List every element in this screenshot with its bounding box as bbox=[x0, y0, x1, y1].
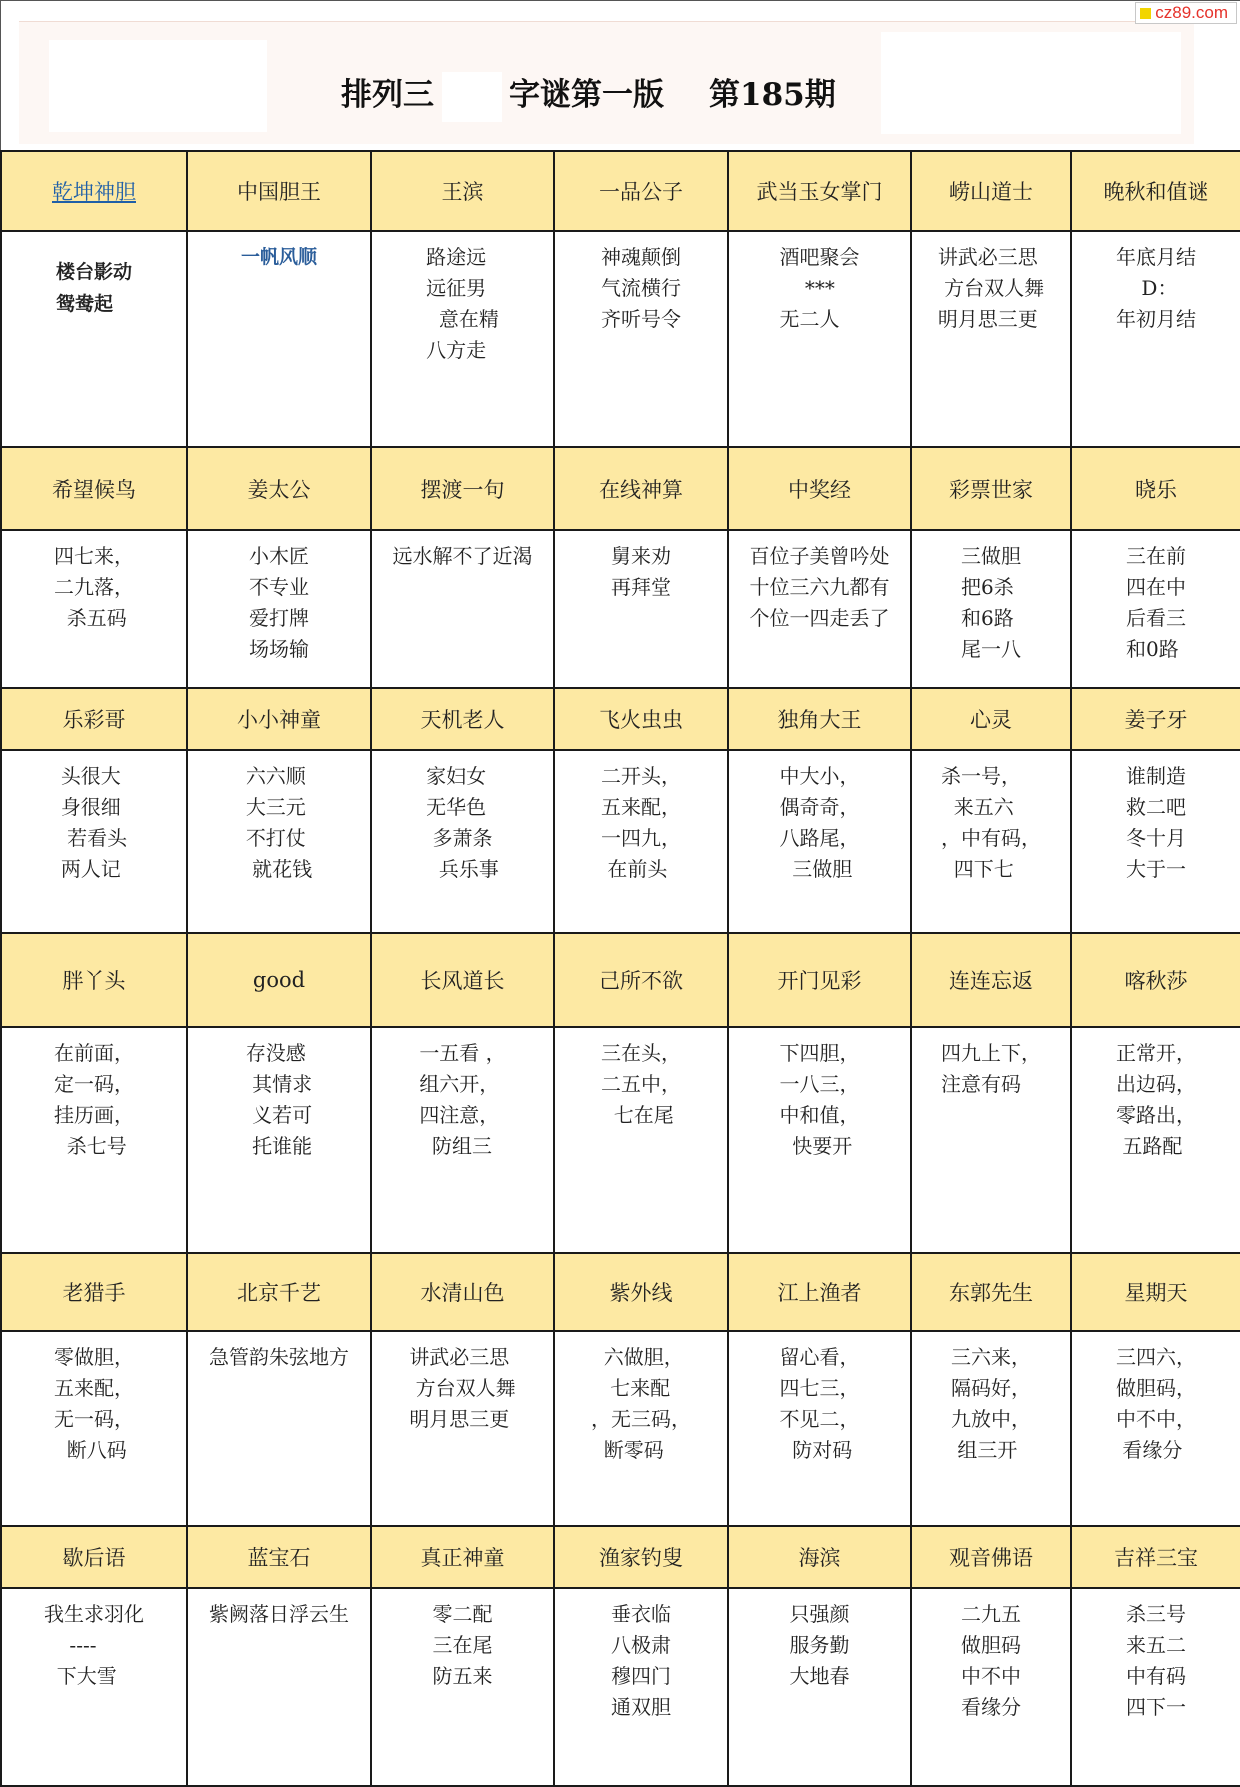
predictor-name: 长风道长 bbox=[420, 969, 505, 993]
header-blank-mid bbox=[442, 72, 502, 122]
name-row bbox=[1, 1526, 1240, 1588]
riddle-row bbox=[1, 231, 1240, 447]
riddle-cell bbox=[187, 530, 371, 688]
header-blank-left bbox=[49, 40, 267, 132]
predictor-name-cell bbox=[187, 1253, 371, 1331]
predictor-name-cell bbox=[187, 933, 371, 1027]
riddle-text: 二开头， 五来配， 一四九， 在前头 bbox=[601, 764, 681, 881]
predictor-name-cell bbox=[728, 933, 911, 1027]
riddle-cell bbox=[728, 1331, 911, 1526]
page-title-part2: 字谜第一版 bbox=[509, 77, 664, 113]
riddle-text: 四九上下， 注意有码 bbox=[941, 1041, 1041, 1096]
predictor-name: 王滨 bbox=[441, 180, 484, 204]
name-row bbox=[1, 933, 1240, 1027]
site-watermark[interactable] bbox=[1135, 2, 1237, 24]
riddle-cell bbox=[1, 750, 187, 933]
predictor-name: 海滨 bbox=[798, 1546, 841, 1570]
predictor-name: 观音佛语 bbox=[949, 1546, 1033, 1570]
predictor-name-cell bbox=[1, 933, 187, 1027]
riddle-text: 酒吧聚会 *** 无二人 bbox=[779, 245, 860, 331]
predictor-name-cell bbox=[1, 447, 187, 530]
riddle-cell bbox=[911, 1588, 1071, 1786]
predictor-name: 中国胆王 bbox=[237, 180, 321, 204]
riddle-text: 二九五 做胆码 中不中 看缘分 bbox=[961, 1602, 1021, 1719]
riddle-cell bbox=[1, 1331, 187, 1526]
riddle-text: 四七来， 二九落， 杀五码 bbox=[54, 544, 134, 630]
riddle-text: 头很大 身很细 若看头 两人记 bbox=[60, 764, 128, 881]
riddle-cell bbox=[554, 1027, 728, 1253]
predictor-name: 水清山色 bbox=[420, 1281, 505, 1305]
predictor-name-cell bbox=[371, 1253, 554, 1331]
riddle-text: 舅来劝 再拜堂 bbox=[611, 544, 671, 599]
logo-square-icon bbox=[1140, 8, 1151, 19]
riddle-text: 存没感 其情求 义若可 托谁能 bbox=[245, 1041, 313, 1158]
riddle-text: 正常开， 出边码， 零路出， 五路配 bbox=[1116, 1041, 1196, 1158]
riddle-cell bbox=[911, 750, 1071, 933]
riddle-text: 留心看， 四七三， 不见二， 防对码 bbox=[779, 1345, 860, 1462]
riddle-cell bbox=[371, 1331, 554, 1526]
predictor-name-cell bbox=[911, 151, 1071, 231]
riddle-cell bbox=[371, 530, 554, 688]
predictor-name-cell bbox=[187, 447, 371, 530]
predictor-name-cell bbox=[554, 151, 728, 231]
riddle-text: 急管韵朱弦地方 bbox=[209, 1345, 349, 1369]
riddle-text: 三四六， 做胆码， 中不中， 看缘分 bbox=[1116, 1345, 1196, 1462]
riddle-cell bbox=[728, 231, 911, 447]
riddle-text: 杀三号 来五二 中有码 四下一 bbox=[1126, 1602, 1186, 1719]
riddle-cell bbox=[1071, 530, 1240, 688]
predictor-name: 吉祥三宝 bbox=[1114, 1546, 1198, 1570]
predictor-name: 摆渡一句 bbox=[420, 477, 505, 502]
riddle-cell bbox=[728, 530, 911, 688]
riddle-text: 中大小， 偶奇奇， 八路尾， 三做胆 bbox=[779, 764, 860, 881]
predictor-name: 中奖经 bbox=[788, 477, 851, 502]
riddle-text: 三做胆 把6杀 和6路 尾一八 bbox=[961, 544, 1021, 661]
riddle-text: 六六顺 大三元 不打仗 就花钱 bbox=[245, 764, 313, 881]
predictor-name: 独角大王 bbox=[777, 708, 862, 732]
predictor-name: 喀秋莎 bbox=[1124, 969, 1188, 993]
riddle-text: 讲武必三思 方台双人舞 明月思三更 bbox=[409, 1345, 516, 1431]
header bbox=[0, 0, 1240, 150]
riddle-cell bbox=[1071, 231, 1240, 447]
predictor-name-cell bbox=[1071, 1526, 1240, 1588]
riddle-cell bbox=[554, 530, 728, 688]
riddle-cell bbox=[554, 1588, 728, 1786]
predictor-name-cell bbox=[371, 447, 554, 530]
predictor-name-cell bbox=[1, 151, 187, 231]
riddle-text: 六做胆， 七来配 ，无三码， 断零码 bbox=[591, 1345, 691, 1462]
predictor-name-cell bbox=[554, 447, 728, 530]
riddle-cell bbox=[554, 1331, 728, 1526]
riddle-cell bbox=[187, 231, 371, 447]
predictor-name: 姜太公 bbox=[247, 477, 311, 502]
name-row bbox=[1, 688, 1240, 750]
riddle-text: 年底月结 D： 年初月结 bbox=[1116, 245, 1196, 331]
predictor-name-cell bbox=[187, 1526, 371, 1588]
predictor-name-cell bbox=[1071, 1253, 1240, 1331]
riddle-text: 三在头， 二五中， 七在尾 bbox=[601, 1041, 681, 1127]
predictor-name-cell bbox=[187, 151, 371, 231]
predictor-name: 一品公子 bbox=[599, 180, 683, 204]
predictor-name: good bbox=[252, 968, 306, 992]
riddle-text: 零做胆， 五来配， 无一码， 断八码 bbox=[54, 1345, 134, 1462]
predictor-name: 姜子牙 bbox=[1124, 708, 1188, 732]
riddle-cell bbox=[187, 750, 371, 933]
riddle-text: 三在前 四在中 后看三 和0路 bbox=[1126, 544, 1186, 661]
predictor-name-cell bbox=[728, 688, 911, 750]
riddle-row bbox=[1, 1027, 1240, 1253]
riddle-cell bbox=[554, 231, 728, 447]
predictor-name: 连连忘返 bbox=[949, 969, 1033, 993]
predictor-name-cell bbox=[911, 1253, 1071, 1331]
riddle-text: 只强颜 服务勤 大地春 bbox=[789, 1602, 850, 1688]
riddle-cell bbox=[1071, 1331, 1240, 1526]
riddle-cell bbox=[1, 530, 187, 688]
predictor-name: 飞火虫虫 bbox=[599, 708, 683, 732]
riddle-text: 零二配 三在尾 防五来 bbox=[432, 1602, 493, 1688]
page-title-part1: 排列三 bbox=[341, 77, 434, 113]
name-row bbox=[1, 1253, 1240, 1331]
riddle-cell bbox=[911, 1027, 1071, 1253]
predictor-name-cell bbox=[911, 688, 1071, 750]
riddle-text: 神魂颠倒 气流横行 齐听号令 bbox=[601, 245, 681, 331]
riddle-cell bbox=[371, 1588, 554, 1786]
riddle-row bbox=[1, 1588, 1240, 1786]
riddle-row bbox=[1, 750, 1240, 933]
riddle-text: 谁制造 救二吧 冬十月 大于一 bbox=[1126, 764, 1186, 881]
predictor-name: 北京千艺 bbox=[237, 1281, 321, 1305]
riddle-cell bbox=[554, 750, 728, 933]
predictor-name: 歇后语 bbox=[62, 1546, 126, 1570]
riddle-cell bbox=[1071, 1588, 1240, 1786]
predictor-name: 星期天 bbox=[1124, 1281, 1188, 1305]
name-row bbox=[1, 151, 1240, 231]
predictor-name: 小小神童 bbox=[237, 708, 321, 732]
riddle-text: 一帆风顺 bbox=[240, 246, 317, 268]
predictor-name-cell bbox=[554, 1526, 728, 1588]
riddle-cell bbox=[1, 231, 187, 447]
predictor-name: 老猎手 bbox=[62, 1281, 126, 1305]
predictor-name: 蓝宝石 bbox=[247, 1546, 311, 1570]
riddle-text: 杀一号， 来五六 ，中有码， 四下七 bbox=[941, 764, 1041, 881]
riddle-cell bbox=[371, 750, 554, 933]
riddle-text: 家妇女 无华色 多萧条 兵乐事 bbox=[426, 764, 499, 881]
predictor-name: 渔家钓叟 bbox=[599, 1546, 683, 1570]
predictor-name: 晚秋和值谜 bbox=[1103, 180, 1209, 204]
predictor-name-cell bbox=[371, 151, 554, 231]
riddle-text: 楼台影动 鸳鸯起 bbox=[55, 261, 132, 315]
predictor-name-cell bbox=[1071, 688, 1240, 750]
riddle-row bbox=[1, 1331, 1240, 1526]
predictor-name-cell bbox=[1, 688, 187, 750]
predictor-name-cell bbox=[371, 933, 554, 1027]
predictor-name-cell bbox=[554, 688, 728, 750]
predictor-name-cell bbox=[1071, 933, 1240, 1027]
predictor-name: 开门见彩 bbox=[777, 969, 862, 993]
predictor-name: 心灵 bbox=[970, 708, 1012, 732]
predictor-name: 天机老人 bbox=[420, 708, 505, 732]
riddle-text: 小木匠 不专业 爱打牌 场场输 bbox=[249, 544, 309, 661]
riddle-table-body bbox=[1, 151, 1240, 1786]
riddle-cell bbox=[1, 1588, 187, 1786]
predictor-name-cell bbox=[1071, 447, 1240, 530]
predictor-name-cell bbox=[911, 933, 1071, 1027]
predictor-name: 晓乐 bbox=[1135, 477, 1177, 502]
riddle-text: 一五看 ， 组六开， 四注意， 防组三 bbox=[419, 1041, 506, 1158]
predictor-name: 乐彩哥 bbox=[62, 708, 126, 732]
riddle-text: 我生求羽化 ---- 下大雪 bbox=[44, 1602, 144, 1688]
predictor-name-cell bbox=[554, 933, 728, 1027]
riddle-cell bbox=[911, 1331, 1071, 1526]
riddle-cell bbox=[371, 231, 554, 447]
predictor-name-cell bbox=[911, 447, 1071, 530]
riddle-text: 垂衣临 八极肃 穆四门 通双胆 bbox=[611, 1602, 671, 1719]
predictor-name-cell bbox=[1, 1526, 187, 1588]
predictor-name-cell bbox=[911, 1526, 1071, 1588]
predictor-name-cell bbox=[728, 151, 911, 231]
page-title-part3: 第185期 bbox=[709, 77, 836, 113]
riddle-text: 下四胆， 一八三， 中和值， 快要开 bbox=[779, 1041, 860, 1158]
predictor-name-cell bbox=[371, 1526, 554, 1588]
predictor-name-cell bbox=[554, 1253, 728, 1331]
predictor-name-cell bbox=[728, 1253, 911, 1331]
predictor-name-cell bbox=[728, 1526, 911, 1588]
riddle-cell bbox=[187, 1588, 371, 1786]
riddle-text: 路途远 远征男 意在精 八方走 bbox=[426, 245, 499, 362]
riddle-table bbox=[0, 150, 1240, 1787]
predictor-name-cell bbox=[371, 688, 554, 750]
predictor-name-cell bbox=[1071, 151, 1240, 231]
riddle-text: 百位子美曾吟处 十位三六九都有 个位一四走丢了 bbox=[749, 544, 890, 630]
watermark-text: cz89.com bbox=[1155, 3, 1228, 22]
predictor-name-cell bbox=[1, 1253, 187, 1331]
predictor-name: 武当玉女掌门 bbox=[756, 180, 883, 204]
predictor-name: 彩票世家 bbox=[949, 477, 1033, 502]
predictor-name: 真正神童 bbox=[420, 1546, 505, 1570]
riddle-cell bbox=[911, 530, 1071, 688]
riddle-text: 远水解不了近渴 bbox=[392, 544, 533, 568]
predictor-name: 东郭先生 bbox=[949, 1281, 1033, 1305]
riddle-cell bbox=[1, 1027, 187, 1253]
predictor-name-cell bbox=[728, 447, 911, 530]
predictor-name: 在线神算 bbox=[599, 477, 683, 502]
riddle-cell bbox=[728, 750, 911, 933]
predictor-name: 江上渔者 bbox=[777, 1281, 862, 1305]
name-row bbox=[1, 447, 1240, 530]
predictor-name: 希望候鸟 bbox=[52, 477, 136, 502]
riddle-text: 讲武必三思 方台双人舞 明月思三更 bbox=[937, 245, 1045, 331]
predictor-name: 胖丫头 bbox=[62, 969, 126, 993]
riddle-cell bbox=[728, 1588, 911, 1786]
riddle-cell bbox=[728, 1027, 911, 1253]
riddle-cell bbox=[187, 1331, 371, 1526]
predictor-name: 崂山道士 bbox=[949, 180, 1033, 204]
header-blank-right bbox=[881, 32, 1181, 134]
predictor-name[interactable]: 乾坤神胆 bbox=[52, 180, 136, 204]
riddle-cell bbox=[371, 1027, 554, 1253]
riddle-cell bbox=[1071, 1027, 1240, 1253]
riddle-row bbox=[1, 530, 1240, 688]
predictor-name: 己所不欲 bbox=[599, 969, 683, 993]
riddle-text: 在前面， 定一码， 挂历画， 杀七号 bbox=[54, 1041, 134, 1158]
riddle-cell bbox=[187, 1027, 371, 1253]
riddle-cell bbox=[1071, 750, 1240, 933]
predictor-name: 紫外线 bbox=[609, 1281, 673, 1305]
predictor-name-cell bbox=[187, 688, 371, 750]
riddle-cell bbox=[911, 231, 1071, 447]
riddle-text: 三六来， 隔码好， 九放中， 组三开 bbox=[951, 1345, 1031, 1462]
riddle-text: 紫阙落日浮云生 bbox=[209, 1602, 349, 1626]
